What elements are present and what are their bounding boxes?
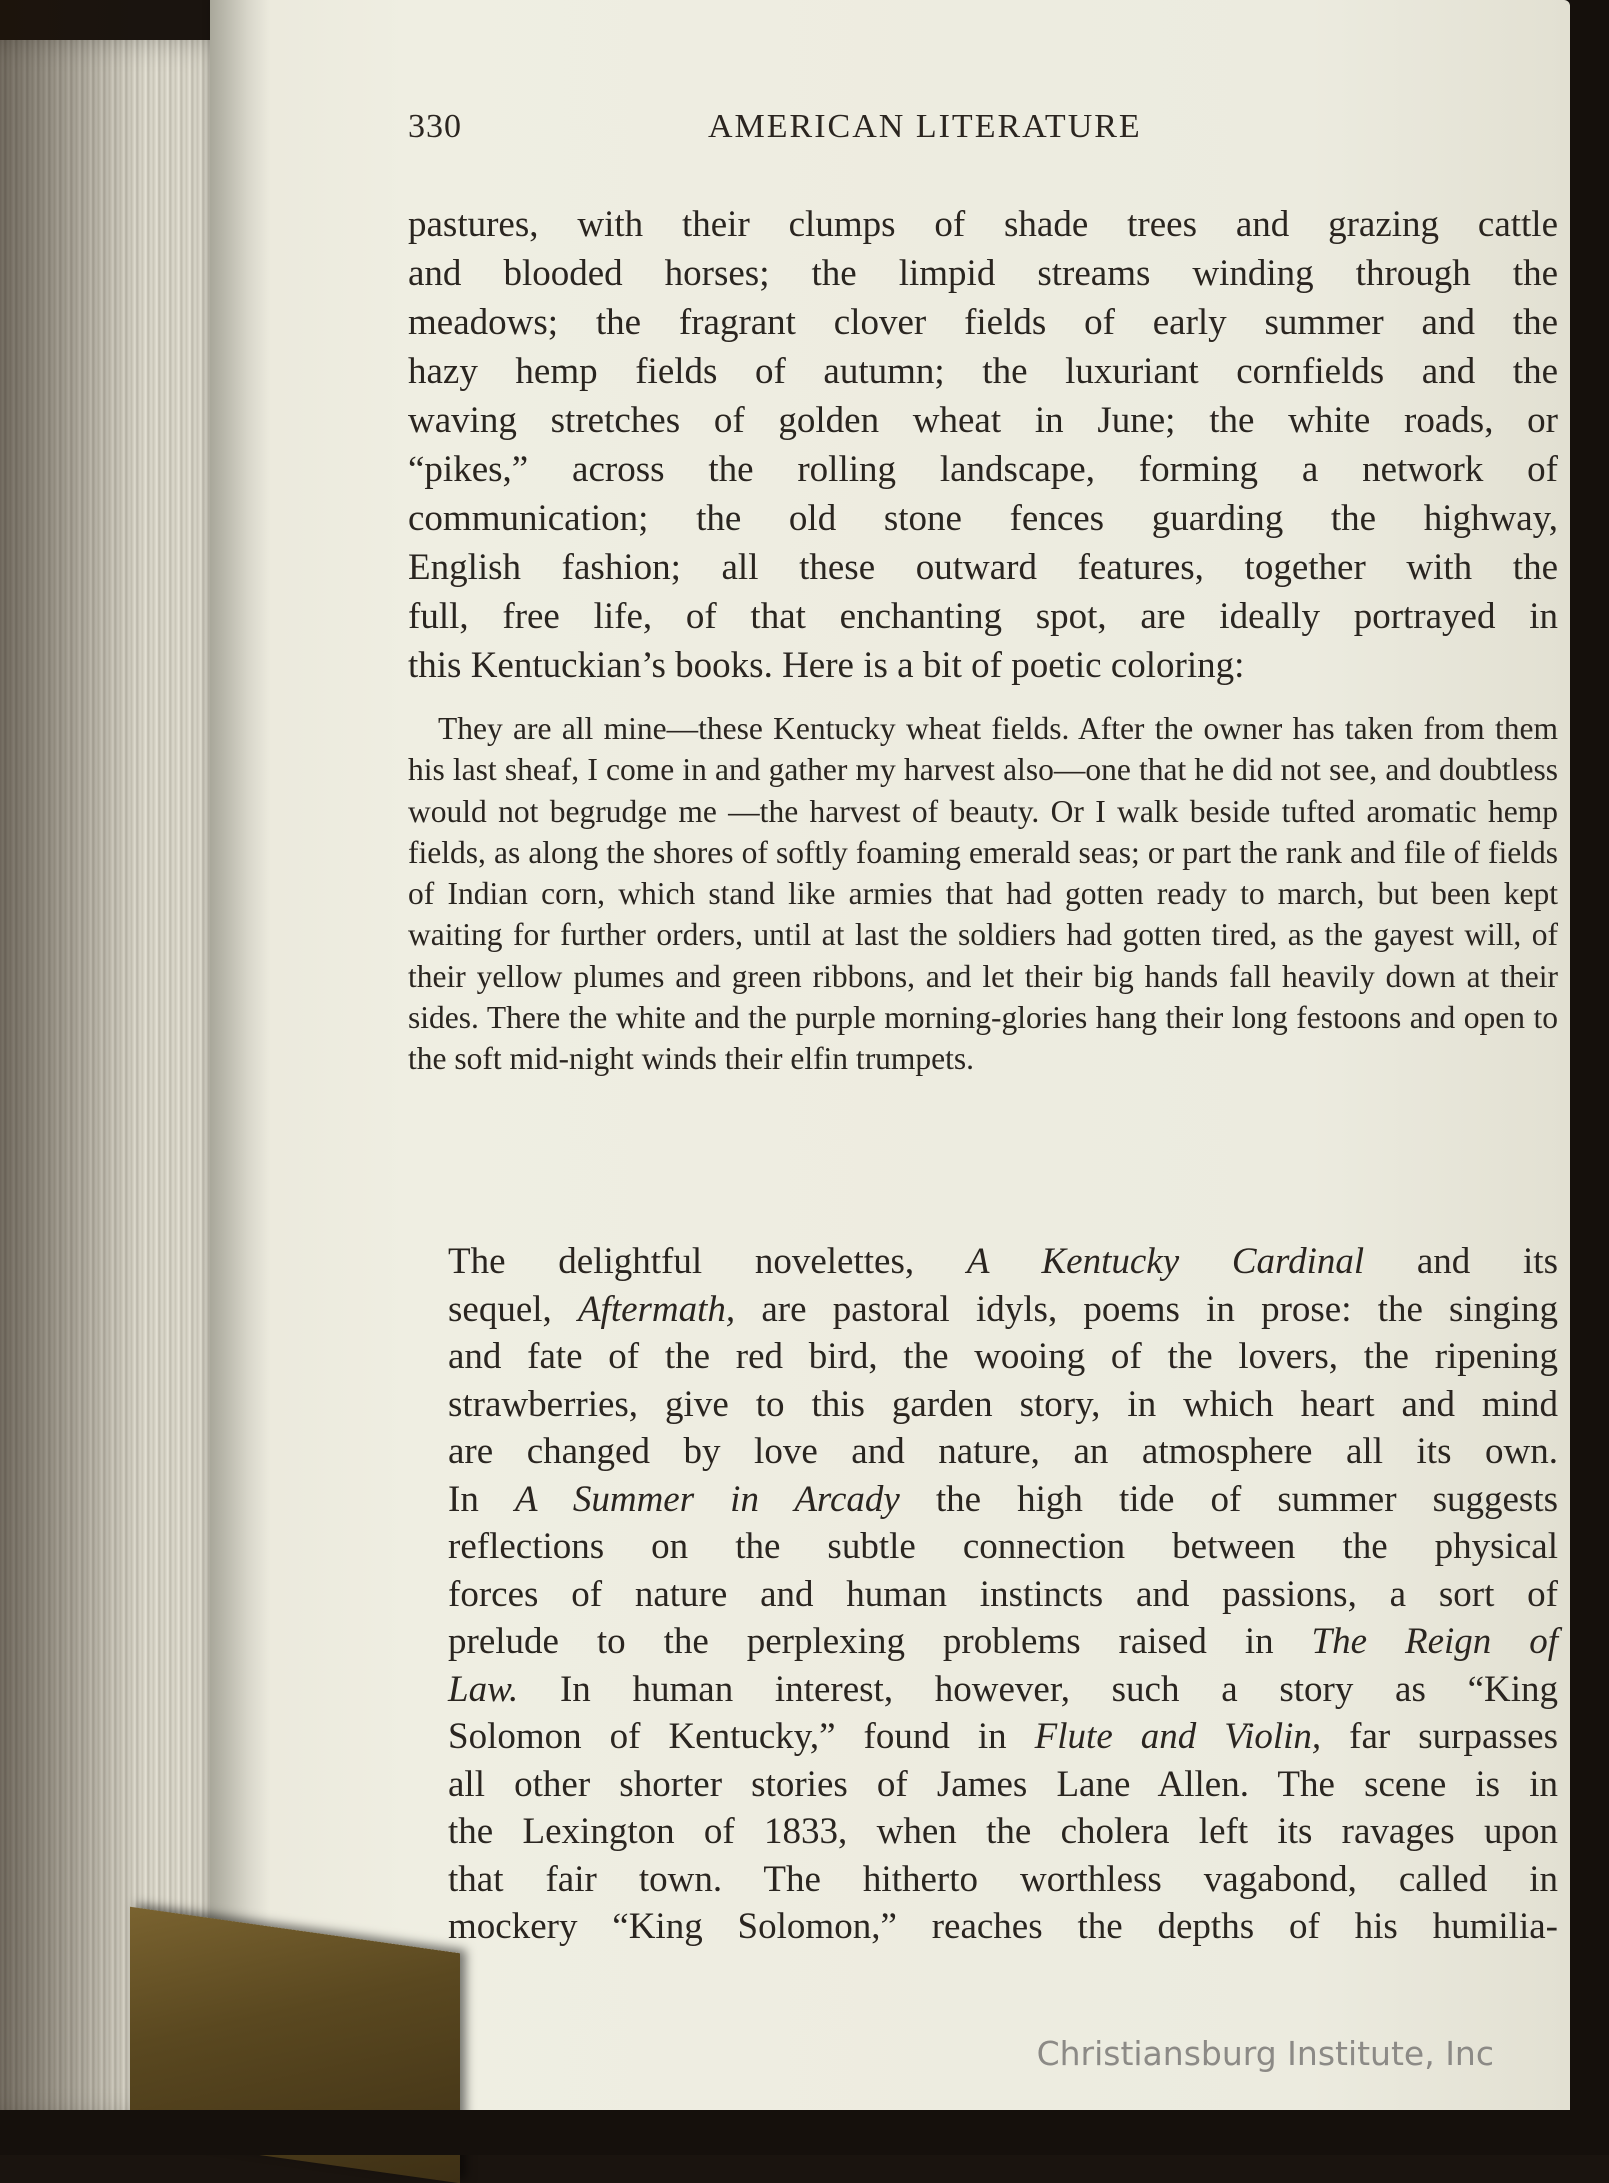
text-run: In [448,1478,515,1520]
text-line: strawberries, give to this garden story, in which heart and mind [448,1383,1558,1425]
text-line: waving stretches of golden wheat in June; the white roads, or [408,400,1558,441]
text-line [408,1713,1558,1761]
text-line: pastures, with their clumps of shade trees and grazing cattle [408,204,1558,245]
text-line: and fate of the red bird, the wooing of the lovers, the ripening [448,1336,1558,1377]
text-line [408,1476,1558,1524]
text-line: meadows; the fragrant clover fields of early summer and the [408,302,1558,343]
text-line [408,1618,1558,1666]
text-line: that fair town. The hitherto worthless vagabond, called in [448,1858,1558,1900]
text-line: communication; the old stone fences guarding the highway, [408,498,1558,539]
book-title: A Kentucky Cardinal [966,1241,1365,1282]
book-title: Flute and Violin, [1034,1716,1322,1757]
page-number: 330 [408,108,462,145]
text-line [408,1286,1558,1334]
text-line: all other shorter stories of James Lane Allen. The scene is in [448,1763,1558,1805]
book-title: Aftermath, [577,1288,736,1330]
text-run: prelude to the perplexing problems raised in [448,1621,1312,1662]
text-line: reflections on the subtle connection between the physical [448,1526,1558,1567]
text-run: far surpasses [1321,1716,1559,1757]
book-title: Law. [448,1668,519,1710]
text-run: the high tide of summer suggests [899,1478,1558,1520]
stack-shadow [0,0,240,2155]
running-title: AMERICAN LITERATURE [708,108,1142,145]
paragraph-2 [408,1238,1558,1951]
text-line: full, free life, of that enchanting spot, are ideally portrayed in [408,596,1558,637]
background-right [1570,0,1609,2155]
text-run: The delightful novelettes, [448,1241,967,1282]
book-title: A Summer in Arcady [514,1478,900,1520]
text-line: “pikes,” across the rolling landscape, forming a network of [408,449,1558,490]
page-gutter [210,0,270,2130]
text-line [408,1238,1558,1286]
text-line [408,1666,1558,1714]
book-title: The Reign of [1311,1621,1558,1662]
block-quote: They are all mine—these Kentucky wheat fields. After the owner has taken from them his last sheaf, I come in and gather my harvest also—one that he did not see, and doubtless would not begrudge me —the harvest of beauty. Or I walk beside tufted aromatic hemp fields, as along the shores of softly foaming emerald seas; or part the rank and file of fields of Indian corn, which stand like armies that had gotten ready to march, but been kept waiting for further orders, until at last the soldiers had gotten tired, as the gayest will, of their yellow plumes and green ribbons, and let their big hands fall heavily down at their sides. There the white and the purple morning-glories hang their long festoons and open to the soft mid-night winds their elfin trumpets. [408,711,1558,1077]
background-bottom [0,2110,1609,2155]
page-header [408,108,1558,152]
paragraph-1 [408,200,1558,690]
text-run: Solomon of Kentucky,” found in [448,1716,1035,1757]
text-line: the Lexington of 1833, when the cholera left its ravages upon [448,1811,1558,1852]
text-line: and blooded horses; the limpid streams winding through the [408,253,1558,294]
text-line: English fashion; all these outward features, together with the [408,547,1558,588]
text-line: this Kentuckian’s books. Here is a bit of poetic coloring: [408,645,1245,686]
text-run: are pastoral idyls, poems in prose: the singing [735,1288,1558,1330]
text-line: are changed by love and nature, an atmosphere all its own. [448,1431,1558,1472]
watermark: Christiansburg Institute, Inc [1036,2034,1494,2073]
text-line: mockery “King Solomon,” reaches the depths of his humilia- [448,1906,1558,1947]
text-run: sequel, [448,1288,578,1330]
text-line: hazy hemp fields of autumn; the luxuriant cornfields and the [408,351,1558,392]
book-page [210,0,1570,2130]
text-run: and its [1364,1241,1558,1282]
text-run: In human interest, however, such a story as “King [518,1668,1558,1710]
text-line: forces of nature and human instincts and passions, a sort of [448,1573,1558,1615]
